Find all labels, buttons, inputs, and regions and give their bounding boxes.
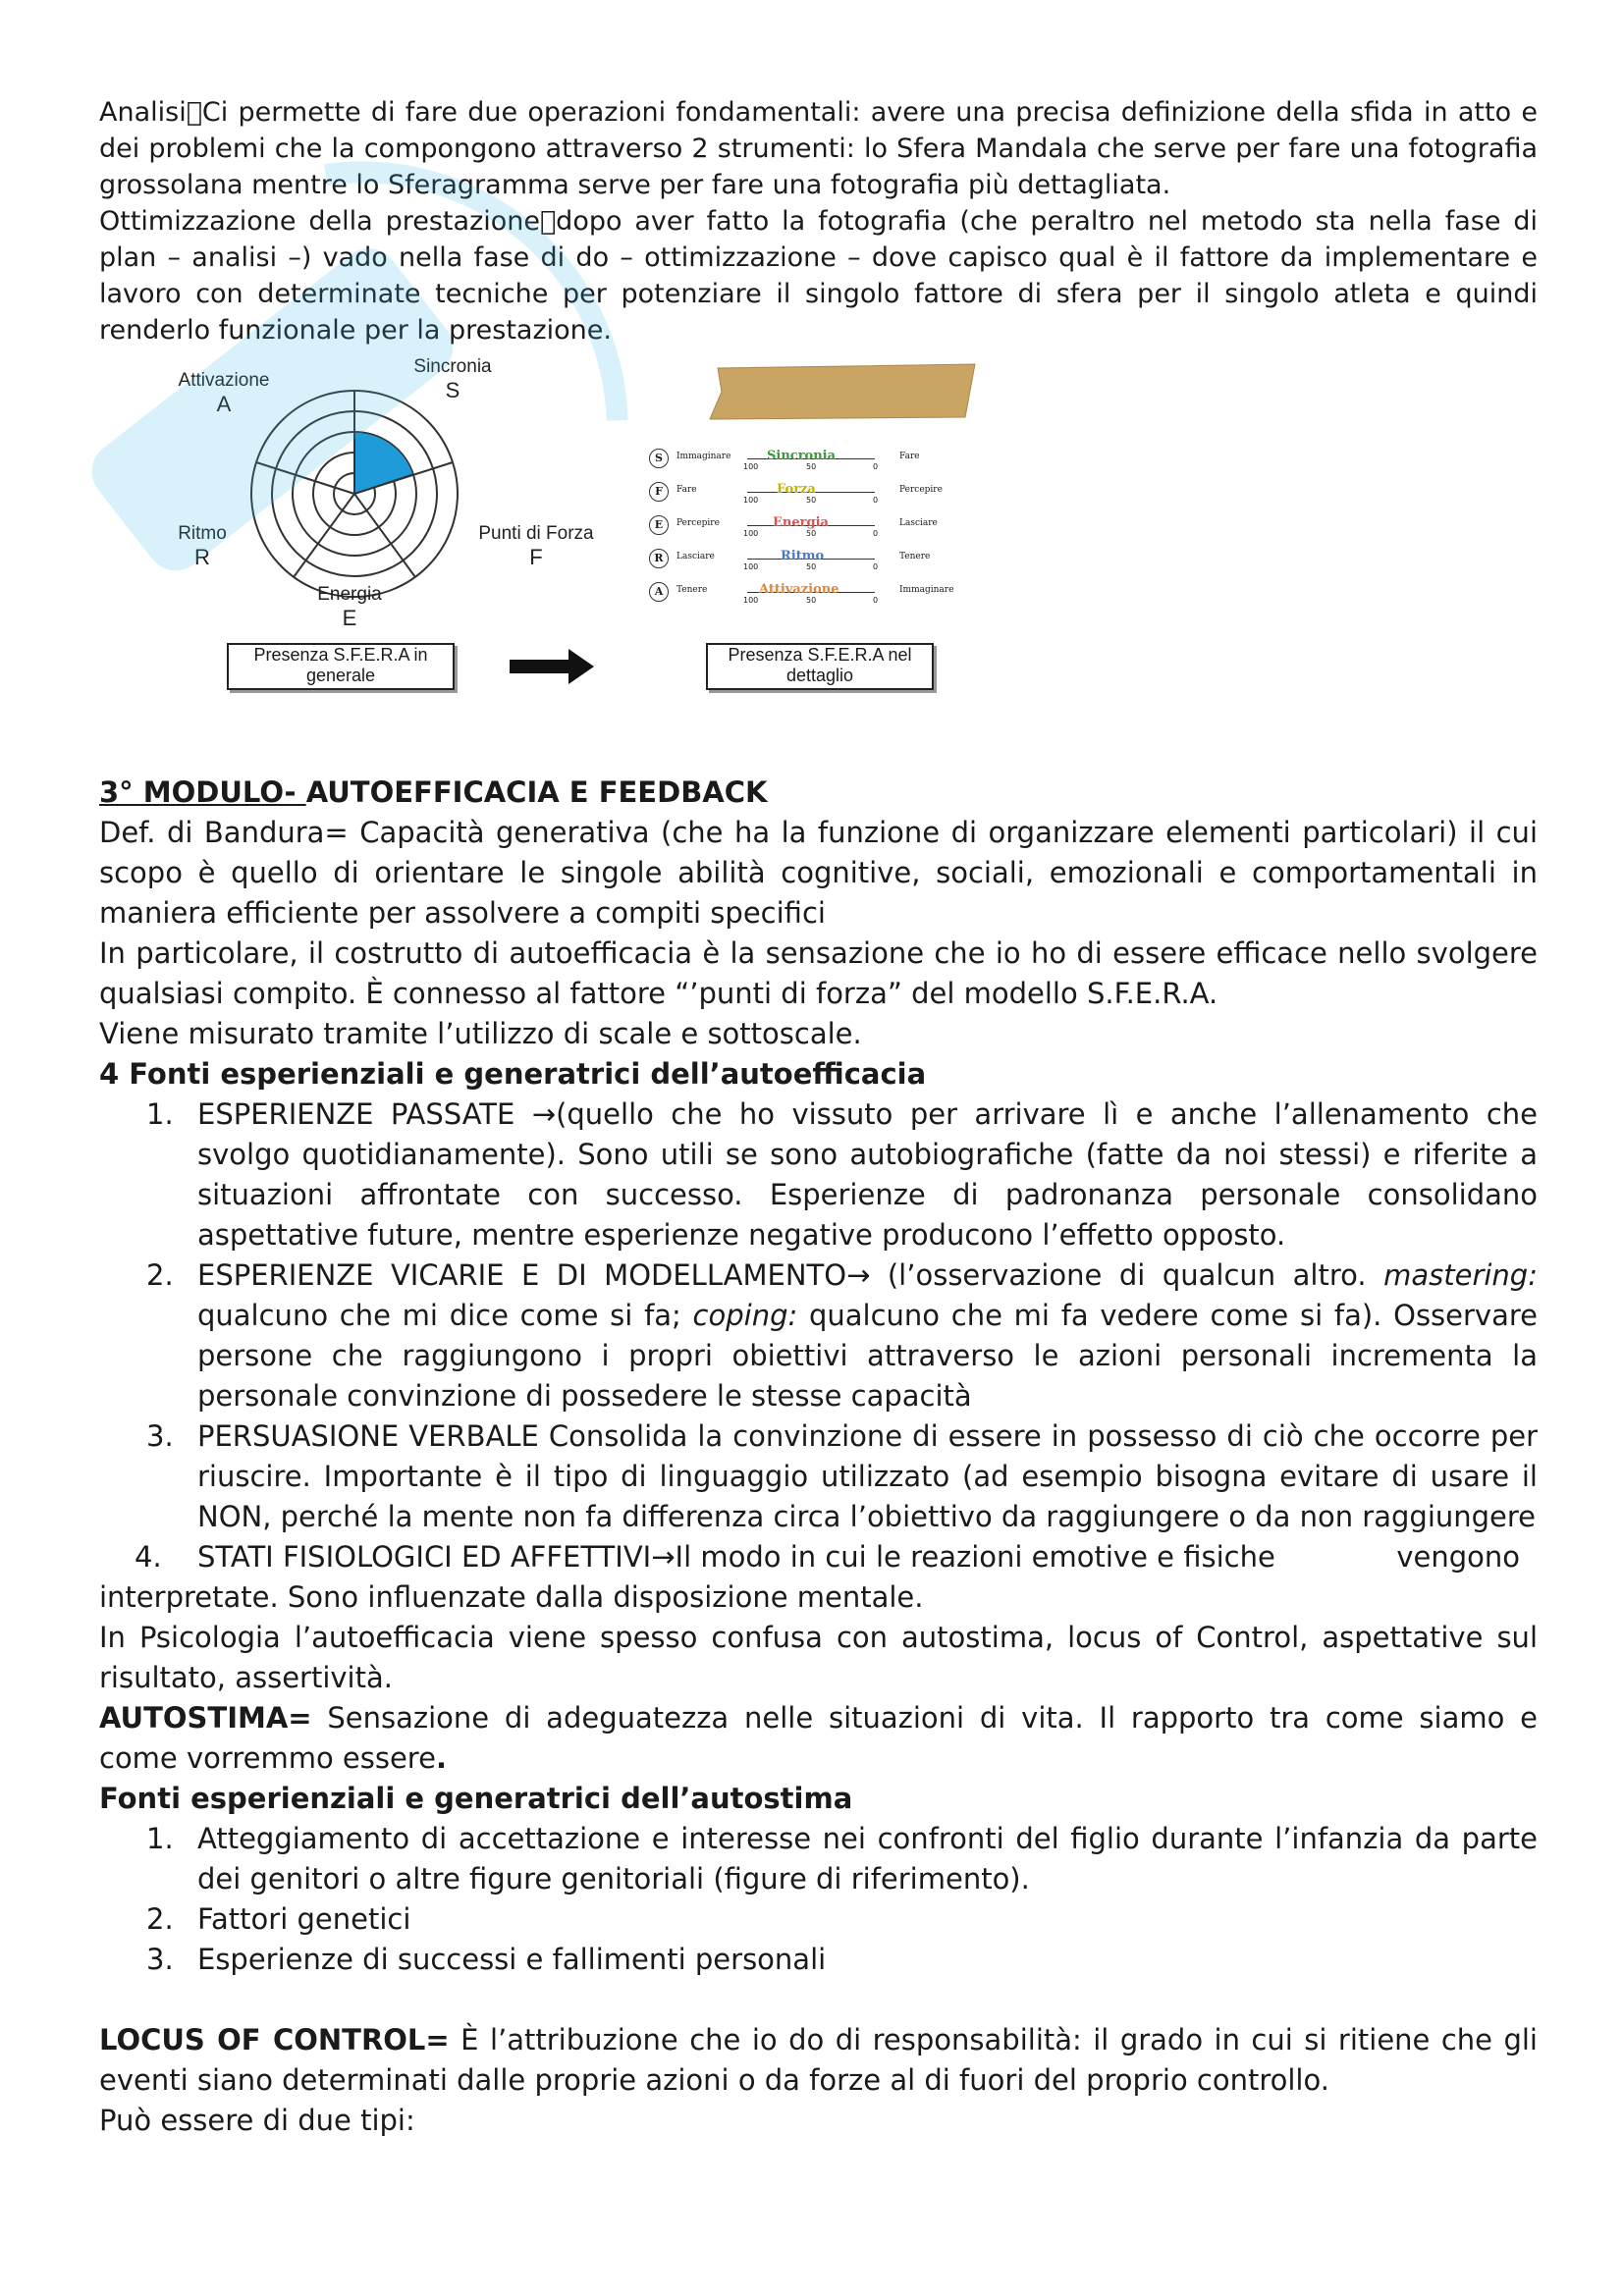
scale-mid: 50 [806, 496, 817, 505]
scale-mid: 50 [806, 462, 817, 471]
document-page [99, 94, 1538, 2141]
sferagramma-row [649, 580, 1061, 614]
row-letter-badge: R [649, 549, 669, 568]
row-left-label: Percepire [676, 518, 720, 528]
scale-low: 100 [743, 562, 759, 571]
caption-generale: Presenza S.F.E.R.A in generale [227, 643, 455, 690]
sferagramma-row [649, 513, 1061, 547]
row-letter-badge: A [649, 582, 669, 602]
list-item: 3. Esperienze di successi e fallimenti personali [146, 1943, 827, 1976]
sferagramma-row [649, 480, 1061, 513]
label-punti-di-forza: Punti di Forza F [478, 523, 594, 569]
scale-low: 100 [743, 496, 759, 505]
sferagramma-row [649, 547, 1061, 580]
row-right-label: Tenere [899, 552, 931, 561]
sferagramma-rows [649, 447, 1061, 614]
module-title: 3° MODULO- AUTOEFFICACIA E FEEDBACK [99, 775, 768, 809]
scale-low: 100 [743, 529, 759, 538]
row-right-label: Fare [899, 452, 920, 461]
scale-word: Attivazione [759, 582, 839, 597]
paragraph-analisi: Analisi Ci permette di fare due operazioni fondamentali: avere una precisa definizione della sfida in atto e dei problemi che la compongono attraverso 2 strumenti: lo Sfera Mandala che serve per fare una fotografia grossolana mentre lo Sferagramma serve per fare una fotografia più dettagliata. [99, 97, 1538, 200]
list-fonti-autoefficacia [99, 1095, 1538, 1537]
list-item: 2. ESPERIENZE VICARIE E DI MODELLAMENTO→ (l’osservazione di qualcun altro. mastering: qualcuno che mi dice come si fa; coping: qualcuno che mi fa vedere come si fa). Osservare persone che raggiungono i propri obiettivi attraverso le azioni personali incrementa la personale convinzione di possedere le stesse capacità [146, 1258, 1538, 1413]
list-fonti-autostima [99, 1819, 1538, 1980]
list-item: 1. ESPERIENZE PASSATE →(quello che ho vissuto per arrivare lì e anche l’allenamento che svolgo quotidianamente). Sono utili se sono autobiografiche (fatte da noi stessi) e riferite a situazioni affrontate con successo. Esperienze di padronanza personale consolidano aspettative future, mentre esperienze negative producono l’effetto opposto. [146, 1097, 1538, 1252]
paragraph-psicologia: In Psicologia l’autoefficacia viene spesso confusa con autostima, locus of Control, aspettative sul risultato, assertività. [99, 1621, 1538, 1694]
row-left-label: Lasciare [676, 552, 715, 561]
scale-high: 0 [873, 496, 879, 505]
paragraph-due-tipi: Può essere di due tipi: [99, 2104, 415, 2137]
scale-mid: 50 [806, 596, 817, 605]
list-item-4-continuation: interpretate. Sono influenzate dalla disposizione mentale. [99, 1580, 924, 1614]
scale-word: Ritmo [781, 549, 825, 563]
scale-word: Sincronia [767, 449, 837, 463]
row-left-label: Tenere [676, 585, 708, 595]
scale-mid: 50 [806, 529, 817, 538]
arrow-right-icon [510, 649, 594, 684]
label-attivazione: Attivazione A [178, 370, 270, 416]
row-right-label: Immaginare [899, 585, 954, 595]
tape-strip [708, 362, 983, 421]
row-letter-badge: S [649, 449, 669, 468]
scale-low: 100 [743, 462, 759, 471]
row-letter-badge: E [649, 515, 669, 535]
list-item: 1. Atteggiamento di accettazione e interesse nei confronti del figlio durante l’infanzia da parte dei genitori o altre figure genitoriali (figure di riferimento). [146, 1822, 1538, 1896]
scale-high: 0 [873, 562, 879, 571]
sfera-figure [99, 356, 1538, 721]
scale-high: 0 [873, 596, 879, 605]
row-left-label: Fare [676, 485, 697, 495]
sferagramma-diagram [649, 362, 1061, 619]
row-right-label: Percepire [899, 485, 943, 495]
list-item: 2. Fattori genetici [146, 1902, 411, 1936]
row-right-label: Lasciare [899, 518, 938, 528]
scale-low: 100 [743, 596, 759, 605]
heading-fonti-autostima: Fonti esperienziali e generatrici dell’autostima [99, 1782, 853, 1815]
scale-high: 0 [873, 529, 879, 538]
label-sincronia: Sincronia S [413, 356, 492, 402]
label-energia: Energia E [317, 584, 382, 630]
sferagramma-row [649, 447, 1061, 480]
caption-dettaglio: Presenza S.F.E.R.A nel dettaglio [706, 643, 934, 690]
scale-word: Forza [777, 482, 816, 497]
row-letter-badge: F [649, 482, 669, 502]
paragraph-def-bandura: Def. di Bandura= Capacità generativa (che ha la funzione di organizzare elementi particolari) il cui scopo è quello di orientare le singole abilità cognitive, sociali, emozionali e comportamentali in maniera efficiente per assolvere a compiti specifici [99, 816, 1538, 930]
paragraph-in-particolare: In particolare, il costrutto di autoefficacia è la sensazione che io ho di essere efficace nello svolgere qualsiasi compito. È connesso al fattore “’punti di forza” del modello S.F.E.R.A. [99, 936, 1538, 1010]
row-left-label: Immaginare [676, 452, 731, 461]
paragraph-locus-of-control: LOCUS OF CONTROL= È l’attribuzione che io do di responsabilità: il grado in cui si ritiene che gli eventi siano determinati dalle proprie azioni o da forze al di fuori del proprio controllo. [99, 2023, 1538, 2097]
heading-fonti-autoefficacia: 4 Fonti esperienziali e generatrici dell’autoefficacia [99, 1057, 927, 1091]
paragraph-autostima: AUTOSTIMA= Sensazione di adeguatezza nelle situazioni di vita. Il rapporto tra come siamo e come vorremmo essere. [99, 1701, 1538, 1775]
list-item: 3. PERSUASIONE VERBALE Consolida la convinzione di essere in possesso di ciò che occorre per riuscire. Importante è il tipo di linguaggio utilizzato (ad esempio bisogna evitare di usare il NON, perché la mente non fa differenza circa l’obiettivo da raggiungere o da non raggiungere [146, 1419, 1538, 1533]
scale-word: Energia [773, 515, 829, 530]
scale-mid: 50 [806, 562, 817, 571]
paragraph-ottimizzazione: Ottimizzazione della prestazione dopo aver fatto la fotografia (che peraltro nel metodo sta nella fase di plan – analisi –) vado nella fase di do – ottimizzazione – dove capisco qual è il fattore da implementare e lavoro con determinate tecniche per potenziare il singolo fattore di sfera per il singolo atleta e quindi renderlo funzionale per la prestazione. [99, 206, 1538, 346]
list-item-4: 4. STATI FISIOLOGICI ED AFFETTIVI→Il modo in cui le reazioni emotive e fisiche vengono [135, 1540, 1520, 1574]
label-ritmo: Ritmo R [178, 523, 227, 569]
paragraph-misurato: Viene misurato tramite l’utilizzo di scale e sottoscale. [99, 1017, 862, 1050]
scale-high: 0 [873, 462, 879, 471]
